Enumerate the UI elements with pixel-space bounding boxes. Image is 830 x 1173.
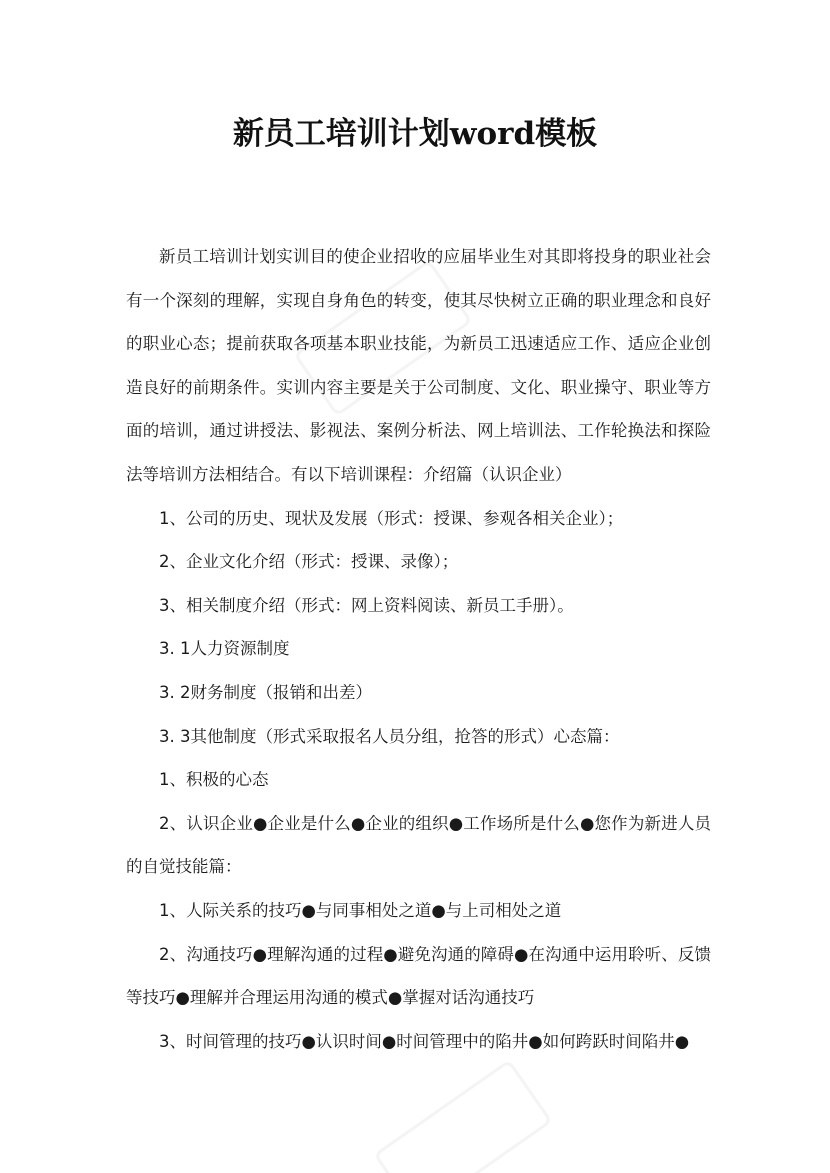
list-item: 2、沟通技巧●理解沟通的过程●避免沟通的障碍●在沟通中运用聆听、反馈等技巧●理解并合理运用沟通的模式●掌握对话沟通技巧: [126, 944, 711, 1008]
list-item: 1、公司的历史、现状及发展（形式：授课、参观各相关企业）；: [159, 508, 624, 528]
document-title: 新员工培训计划word模板: [232, 116, 598, 152]
list-item: 1、人际关系的技巧●与同事相处之道●与上司相处之道: [159, 900, 562, 920]
list-item: 3. 2财务制度（报销和出差）: [159, 682, 372, 702]
document-body: [126, 235, 711, 1063]
watermark-stamp-bottom: [373, 1059, 553, 1173]
intro-paragraph: 新员工培训计划实训目的使企业招收的应届毕业生对其即将投身的职业社会有一个深刻的理解，实现自身角色的转变，使其尽快树立正确的职业理念和良好的职业心态；提前获取各项基本职业技能，为新员工迅速适应工作、适应企业创造良好的前期条件。实训内容主要是关于公司制度、文化、职业操守、职业等方面的培训，通过讲授法、影视法、案例分析法、网上培训法、工作轮换法和探险法等培训方法相结合。有以下培训课程：介绍篇（认识企业）: [126, 247, 711, 484]
list-item: 2、企业文化介绍（形式：授课、录像）；: [159, 552, 459, 572]
list-item: 2、认识企业●企业是什么●企业的组织●工作场所是什么●您作为新进人员的自觉技能篇：: [126, 813, 711, 877]
list-item: 3、时间管理的技巧●认识时间●时间管理中的陷井●如何跨跃时间陷井●: [159, 1031, 690, 1051]
list-item: 3、相关制度介绍（形式：网上资料阅读、新员工手册）。: [159, 595, 574, 615]
list-item: 3. 1人力资源制度: [159, 639, 290, 659]
list-item: 3. 3其他制度（形式采取报名人员分组，抢答的形式）心态篇：: [159, 726, 620, 746]
list-item: 1、积极的心态: [159, 770, 269, 790]
